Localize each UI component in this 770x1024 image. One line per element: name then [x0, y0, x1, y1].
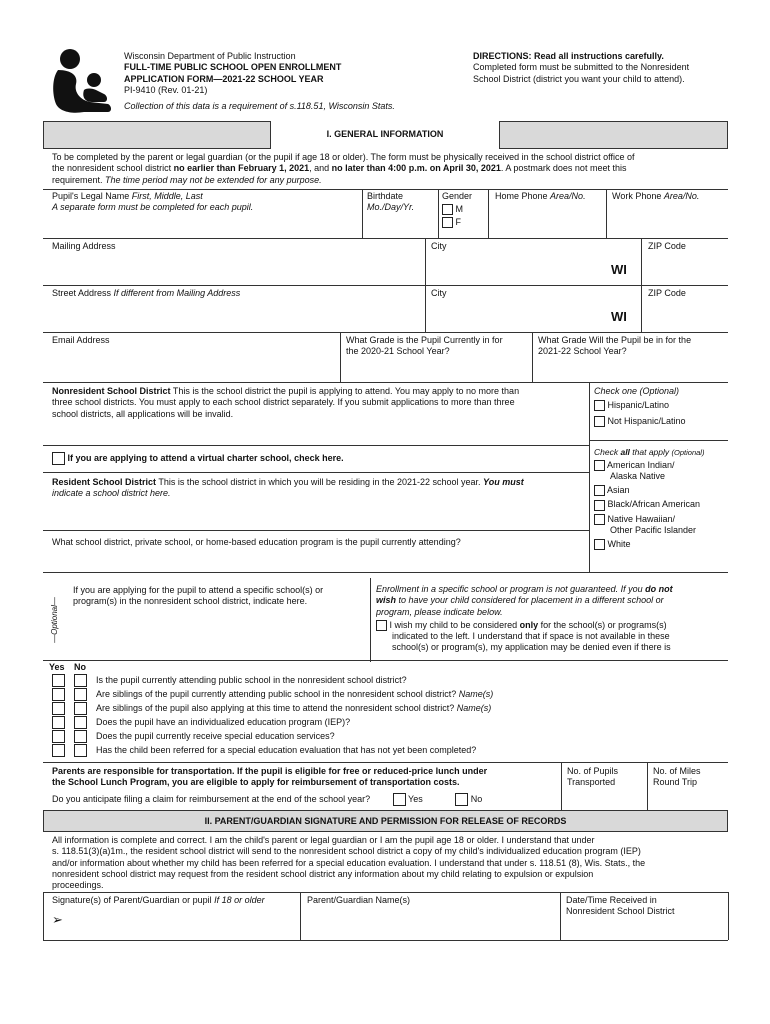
grade-current-line1: What Grade is the Pupil Currently in for — [346, 335, 503, 345]
specific-school-line1: If you are applying for the pupil to attend a specific school(s) or — [73, 585, 324, 595]
section2-text5: proceedings. — [52, 880, 104, 890]
grade-next-field[interactable] — [538, 335, 726, 358]
gender-f-checkbox[interactable] — [442, 217, 453, 228]
section2-heading: II. PARENT/GUARDIAN SIGNATURE AND PERMISSION FOR RELEASE OF RECORDS — [204, 816, 567, 826]
pupils-transported-field[interactable] — [567, 766, 645, 808]
virtual-charter-checkbox[interactable] — [52, 452, 65, 465]
gender-field — [442, 191, 487, 228]
question-3-text: Are siblings of the pupil also applying at this time to attend the nonresident school district? — [96, 703, 457, 713]
nonresident-text3: school districts, all applications will be invalid. — [52, 408, 234, 419]
nonresident-text1: This is the school district the pupil is applying to attend. You may apply to no more than — [170, 386, 520, 396]
legal-name-field[interactable] — [52, 191, 357, 214]
race-black-checkbox[interactable] — [594, 500, 605, 511]
street-label: Street Address — [52, 288, 114, 298]
enrollment-note — [376, 584, 721, 660]
currently-attending-label: What school district, private school, or home-based education program is the pupil currently attending? — [52, 537, 461, 547]
question-2-name: Name(s) — [458, 689, 494, 699]
race-hawaii-checkbox[interactable] — [594, 514, 605, 525]
birthdate-hint: Mo./Day/Yr. — [367, 202, 415, 213]
virtual-charter-row — [52, 452, 344, 465]
race-asian-checkbox[interactable] — [594, 485, 605, 496]
race-amind-label: American Indian/ — [607, 459, 675, 470]
email-input[interactable] — [48, 332, 338, 380]
rule — [488, 189, 489, 238]
q1-yes[interactable] — [52, 674, 65, 687]
city-label: City — [431, 241, 447, 251]
specific-school-field[interactable] — [73, 585, 368, 608]
rule — [43, 892, 44, 940]
question-4: Does the pupil have an individualized education program (IEP)? — [96, 717, 351, 727]
street-address-input[interactable] — [48, 285, 423, 331]
q4-yes[interactable] — [52, 716, 65, 729]
intro-line3 — [52, 175, 722, 186]
hispanic-label: Hispanic/Latino — [607, 400, 670, 411]
section1-heading-cell — [270, 121, 500, 149]
grade-next-line2: 2021-22 School Year? — [538, 346, 627, 357]
rule — [43, 472, 589, 473]
question-3-name: Name(s) — [456, 703, 492, 713]
section2-header-bar — [43, 810, 728, 832]
yes-header: Yes — [49, 662, 65, 672]
guardian-name-label: Parent/Guardian Name(s) — [307, 895, 411, 905]
transport-yes-label: Yes — [408, 793, 423, 804]
home-phone-label: Home Phone — [495, 191, 551, 201]
section2-text1: All information is complete and correct. I am the child's parent or legal guardian or I am the pupil age 18 or older. I understand that under — [52, 835, 595, 845]
yesno-questions — [96, 675, 726, 759]
date-received-field[interactable] — [566, 895, 726, 938]
question-2 — [96, 689, 726, 703]
no-header: No — [74, 662, 86, 672]
rule — [728, 892, 729, 940]
question-5: Does the pupil currently receive special education services? — [96, 731, 335, 741]
rule — [43, 189, 728, 190]
race-amind-label-2: Alaska Native — [610, 470, 666, 481]
enroll-1a: Enrollment in a specific school or program is not guaranteed. If you — [376, 584, 646, 594]
q6-yes[interactable] — [52, 744, 65, 757]
intro-b4: no later than 4:00 p.m. on April 30, 2021 — [331, 163, 501, 174]
gender-label: Gender — [442, 191, 473, 201]
section2-text — [52, 835, 720, 891]
section2-text3: and/or information about whether my child has been referred for a special education evaluation. I understand that under s. 118.51 (8), Wis. Stats., the — [52, 857, 646, 868]
birthdate-field[interactable] — [367, 191, 437, 214]
signature-hint: If 18 or older — [214, 895, 265, 905]
rule — [425, 238, 426, 332]
agency-name: Wisconsin Department of Public Instruction — [124, 51, 296, 61]
race-black-label: Black/African American — [607, 499, 701, 510]
street-state: WI — [611, 309, 627, 324]
rule — [641, 238, 642, 332]
race-white-label: White — [607, 539, 631, 550]
intro-c1: requirement. — [52, 174, 106, 185]
directions — [473, 51, 733, 85]
yesno-checkboxes — [52, 674, 92, 758]
transport-line2: the School Lunch Program, you are eligible to apply for reimbursement of transportation costs. — [52, 777, 460, 788]
legal-name-note: A separate form must be completed for each pupil. — [52, 202, 254, 213]
zip-label: ZIP Code — [648, 241, 686, 251]
street-city-input[interactable] — [428, 285, 639, 331]
form-title-line1: FULL-TIME PUBLIC SCHOOL OPEN ENROLLMENT — [124, 62, 342, 73]
race-label-a: Check — [594, 447, 621, 457]
collection-note: Collection of this data is a requirement of s.118.51, Wisconsin Stats. — [124, 101, 395, 111]
street-zip-input[interactable] — [644, 285, 728, 331]
q2-yes[interactable] — [52, 688, 65, 701]
race-asian-label: Asian — [607, 485, 630, 496]
q5-no[interactable] — [74, 730, 87, 743]
q2-no[interactable] — [74, 688, 87, 701]
enroll-2b: to have your child considered for placement in a different school or — [396, 595, 664, 606]
rule — [43, 445, 589, 446]
nonresident-text2: three school districts. You must apply to each school district separately. If you submit applications to more than three — [52, 397, 515, 408]
legal-name-label: Pupil's Legal Name — [52, 191, 132, 201]
miles-line2: Round Trip — [653, 777, 698, 788]
specific-school-line2: program(s) in the nonresident school district, indicate here. — [73, 596, 308, 607]
directions-line2: School District (district you want your child to attend). — [473, 73, 685, 84]
rule — [362, 189, 363, 238]
question-2-text: Are siblings of the pupil currently attending public school in the nonresident school district? — [96, 689, 459, 699]
ethnicity-label: Check one — [594, 386, 640, 396]
miles-line1: No. of Miles — [653, 766, 701, 776]
rule — [560, 892, 561, 940]
work-phone-label: Work Phone — [612, 191, 664, 201]
mailing-address-label: Mailing Address — [52, 241, 116, 251]
q4-no[interactable] — [74, 716, 87, 729]
ethnicity-optional: (Optional) — [639, 386, 680, 396]
race-optional: (Optional) — [671, 448, 705, 457]
enroll-2a: wish — [376, 595, 397, 606]
signature-arrow-icon: ➢ — [52, 912, 63, 928]
signature-label: Signature(s) of Parent/Guardian or pupil — [52, 895, 215, 905]
nonresident-district-field[interactable] — [52, 386, 585, 420]
directions-label: DIRECTIONS: Read all instructions carefully. — [473, 51, 664, 61]
intro-c2: The time period may not be extended for any purpose. — [105, 174, 322, 185]
not-hispanic-label: Not Hispanic/Latino — [607, 415, 686, 426]
miles-field[interactable] — [653, 766, 727, 808]
enroll-5: indicated to the left. I understand that if space is not available in these — [392, 631, 670, 641]
intro-line2 — [52, 163, 722, 174]
enroll-1b: do not — [645, 584, 673, 594]
intro-b3: , and — [309, 163, 332, 174]
form-title-line2: APPLICATION FORM—2021-22 SCHOOL YEAR — [124, 73, 324, 84]
enroll-4c: for the school(s) or programs(s) — [538, 619, 667, 630]
transport-section — [52, 766, 560, 806]
section2-text2: s. 118.51(3)(a)1m., the resident school district will send to the nonresident school district a copy of my child's individualized education program (IEP) — [52, 846, 641, 857]
intro-b1: the nonresident school district — [52, 163, 174, 174]
rule — [43, 762, 728, 763]
rule — [561, 762, 562, 810]
enroll-4a: I wish my child to be considered — [389, 619, 520, 630]
zip-label-2: ZIP Code — [648, 288, 686, 298]
section1-heading: I. GENERAL INFORMATION — [326, 129, 444, 139]
intro-text — [52, 152, 722, 186]
rule — [43, 382, 728, 383]
grade-current-line2: the 2020-21 School Year? — [346, 346, 450, 357]
rule — [438, 189, 439, 238]
guardian-name-field[interactable] — [307, 895, 557, 938]
race-label-c: that apply — [629, 447, 672, 457]
street-hint: If different from Mailing Address — [113, 288, 241, 298]
rule — [43, 940, 728, 941]
rule — [532, 332, 533, 382]
resident-text3: indicate a school district here. — [52, 488, 171, 499]
grade-current-field[interactable] — [346, 335, 531, 358]
work-phone-field[interactable] — [612, 191, 699, 202]
grade-next-line1: What Grade Will the Pupil be in for the — [538, 335, 692, 345]
question-3 — [96, 703, 726, 717]
gender-f-label: F — [455, 216, 462, 227]
rule — [606, 189, 607, 238]
legal-name-hint: First, Middle, Last — [131, 191, 203, 201]
virtual-charter-label: If you are applying to attend a virtual charter school, check here. — [67, 452, 344, 463]
email-label: Email Address — [52, 335, 110, 345]
pupils-transported-line1: No. of Pupils — [567, 766, 619, 776]
mailing-zip-input[interactable] — [644, 238, 728, 284]
not-hispanic-checkbox[interactable] — [594, 416, 605, 427]
city-label-2: City — [431, 288, 447, 298]
race-amind-checkbox[interactable] — [594, 460, 605, 471]
section2-text4: nonresident school district may request from the resident school district any information about my child relating to expulsion or expulsion — [52, 868, 594, 879]
gender-m-checkbox[interactable] — [442, 204, 453, 215]
rule — [589, 440, 728, 441]
mailing-city-input[interactable] — [428, 238, 639, 284]
directions-line1: Completed form must be submitted to the Nonresident — [473, 62, 690, 73]
q5-yes[interactable] — [52, 730, 65, 743]
rule — [43, 530, 589, 531]
intro-b2: no earlier than February 1, 2021 — [173, 163, 310, 174]
rule — [43, 892, 728, 893]
question-6: Has the child been referred for a special education evaluation that has not yet been completed? — [96, 745, 477, 755]
rule — [647, 762, 648, 810]
intro-line1: To be completed by the parent or legal guardian (or the pupil if age 18 or older). The form must be physically received in the school district office of — [52, 152, 635, 162]
hispanic-checkbox[interactable] — [594, 400, 605, 411]
form-number: PI-9410 (Rev. 01-21) — [124, 84, 208, 95]
enroll-6: school(s) or program(s), my application may be denied even if there is — [392, 642, 671, 653]
intro-b5: . A postmark does not meet this — [500, 163, 627, 174]
transport-no-label: No — [470, 793, 483, 804]
home-phone-field[interactable] — [495, 191, 586, 202]
race-label-b: all — [620, 447, 630, 457]
enroll-3: program, please indicate below. — [376, 606, 503, 617]
rule — [43, 660, 728, 661]
pupils-transported-line2: Transported — [567, 777, 616, 788]
rule — [340, 332, 341, 382]
nonresident-label: Nonresident School District — [52, 386, 171, 396]
rule — [589, 382, 590, 572]
birthdate-label: Birthdate — [367, 191, 404, 201]
transport-yes-checkbox[interactable] — [393, 793, 406, 806]
currently-attending-field[interactable] — [52, 537, 585, 569]
resident-must: You must — [483, 477, 524, 487]
transport-line1: Parents are responsible for transportation. If the pupil is eligible for free or reduced-price lunch under — [52, 766, 488, 776]
rule — [370, 578, 371, 662]
ethnicity-group — [594, 386, 686, 427]
optional-side-label — [46, 585, 64, 655]
mailing-address-input[interactable] — [48, 238, 423, 284]
transport-question: Do you anticipate filing a claim for reimbursement at the end of the school year? — [52, 793, 371, 804]
date-received-line1: Date/Time Received in — [566, 895, 657, 905]
transport-no-checkbox[interactable] — [455, 793, 468, 806]
resident-text1: This is the school district in which you will be residing in the 2021-22 school year. — [156, 477, 484, 487]
dpi-logo-icon — [50, 46, 114, 116]
question-1: Is the pupil currently attending public school in the nonresident school district? — [96, 675, 407, 685]
resident-label: Resident School District — [52, 477, 157, 487]
rule — [43, 572, 728, 573]
work-phone-hint: Area/No. — [663, 191, 700, 201]
gender-m-label: M — [455, 204, 464, 215]
mailing-state: WI — [611, 262, 627, 277]
home-phone-hint: Area/No. — [550, 191, 586, 201]
q1-no[interactable] — [74, 674, 87, 687]
rule — [300, 892, 301, 940]
header-left — [124, 51, 454, 112]
resident-district-field[interactable] — [52, 477, 585, 500]
race-group — [594, 447, 729, 550]
q3-no[interactable] — [74, 702, 87, 715]
race-hawaii-label: Native Hawaiian/ — [607, 513, 676, 524]
optional-side-text: —Optional— — [50, 597, 60, 643]
signature-field[interactable] — [52, 895, 297, 938]
only-specific-checkbox[interactable] — [376, 620, 387, 631]
q6-no[interactable] — [74, 744, 87, 757]
enroll-4b: only — [519, 619, 539, 630]
race-hawaii-label-2: Other Pacific Islander — [610, 524, 697, 535]
race-white-checkbox[interactable] — [594, 539, 605, 550]
q3-yes[interactable] — [52, 702, 65, 715]
date-received-line2: Nonresident School District — [566, 906, 675, 917]
